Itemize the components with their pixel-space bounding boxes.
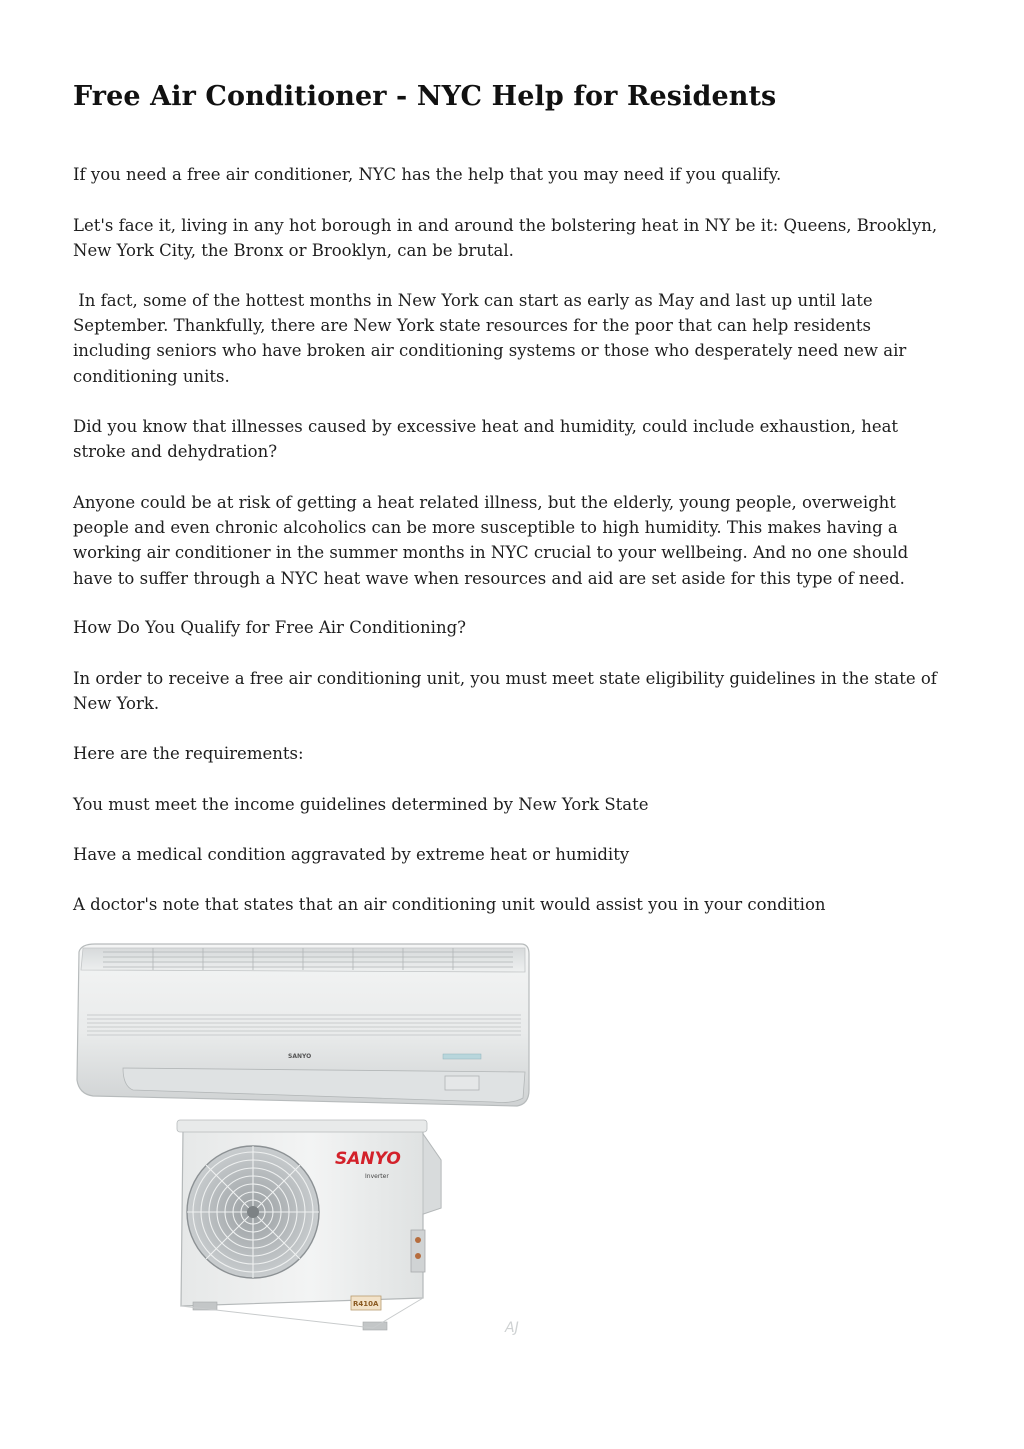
paragraph-risk: Anyone could be at risk of getting a heat related illness, but the elderly, young people, overweight people and even chronic alcoholics can be more susceptible to high humidity. This makes having a working air conditioner in the summer months in NYC crucial to your wellbeing. And no one should have to suffer through a NYC heat wave when resources and aid are set aside for this type of need. [73,493,914,588]
page-title: Free Air Conditioner - NYC Help for Residents [73,81,777,112]
indoor-unit [77,944,529,1106]
paragraph-illnesses: Did you know that illnesses caused by excessive heat and humidity, could include exhaustion, heat stroke and dehydration? [73,417,904,462]
paragraph-qualify-heading: How Do You Qualify for Free Air Conditioning? [73,618,466,637]
paragraph-intro: If you need a free air conditioner, NYC has the help that you may need if you qualify. [73,165,782,184]
outdoor-brand-logo: SANYO [335,1149,401,1169]
paragraph-hottest-months: In fact, some of the hottest months in New York can start as early as May and last up until late September. Thankfully, there are New York state resources for the poor that can help residents including seniors who have broken air conditioning systems or those who desperately need new air conditioning units. [73,291,912,386]
refrigerant-label: R410A [353,1300,379,1308]
outdoor-sublabel: Inverter [365,1173,389,1180]
requirement-income: You must meet the income guidelines determined by New York State [73,795,649,814]
air-conditioner-image [73,940,533,1340]
indoor-brand-label: SANYO [288,1053,312,1060]
requirement-medical: Have a medical condition aggravated by extreme heat or humidity [73,845,630,864]
paragraph-boroughs: Let's face it, living in any hot borough in and around the bolstering heat in NY be it: Queens, Brooklyn, New York City, the Bronx or Brooklyn, can be brutal. [73,216,943,261]
outdoor-unit [177,1120,441,1330]
requirement-doctors-note: A doctor's note that states that an air conditioning unit would assist you in your condition [73,895,826,914]
image-watermark: AJ [505,1320,519,1336]
paragraph-eligibility: In order to receive a free air conditioning unit, you must meet state eligibility guidelines in the state of New York. [73,669,943,714]
paragraph-requirements-intro: Here are the requirements: [73,744,304,763]
